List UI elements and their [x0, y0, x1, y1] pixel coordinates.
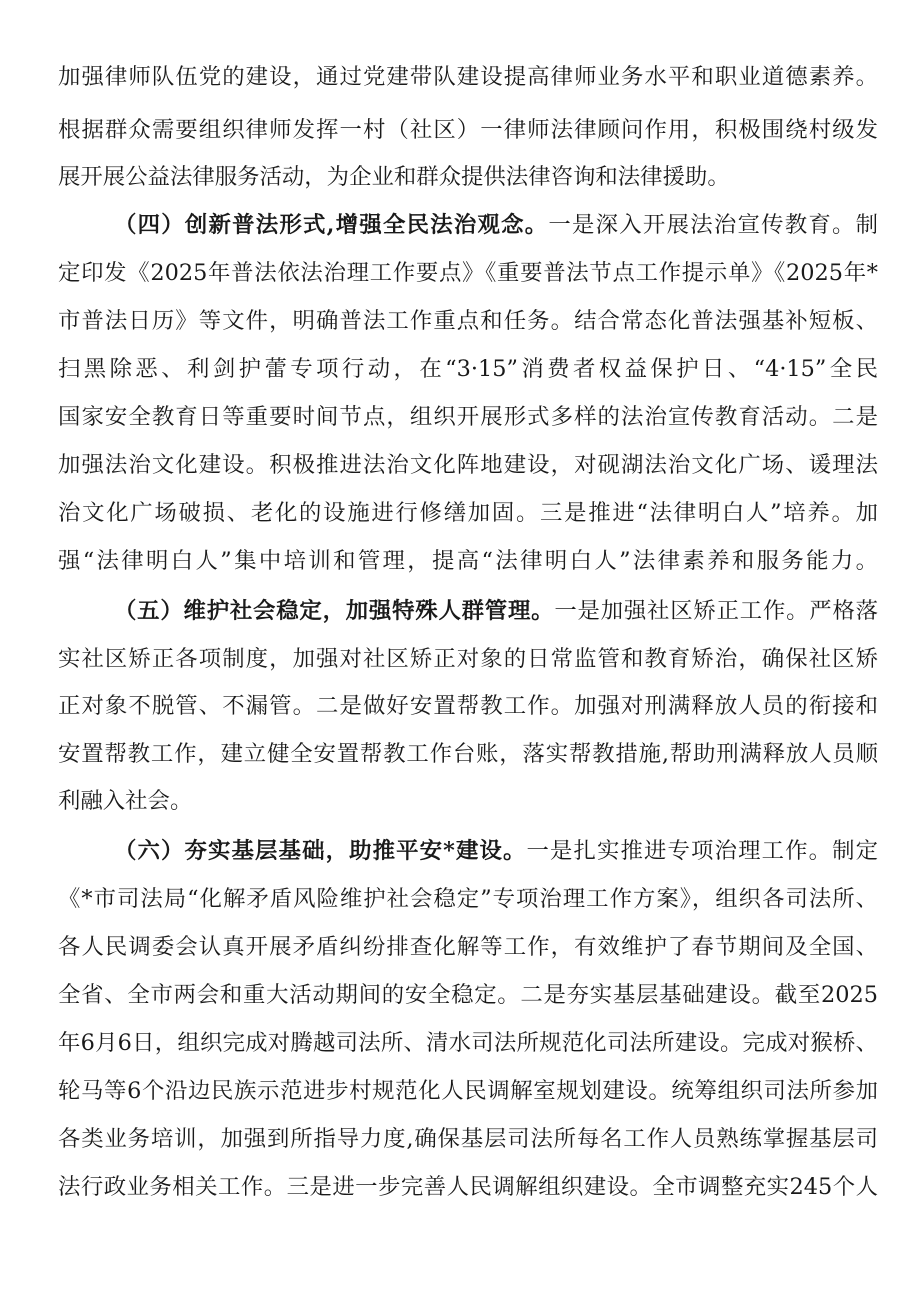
paragraph-line: 市普法日历》等文件，明确普法工作重点和任务。结合常态化普法强基补短板、: [58, 308, 878, 334]
paragraph-line: 加强律师队伍党的建设，通过党建带队建设提高律师业务水平和职业道德素养。: [58, 64, 878, 90]
paragraph-text: 一是深入开展法治宣传教育。制: [548, 212, 879, 238]
paragraph-line: 定印发《2025年普法依法治理工作要点》《重要普法节点工作提示单》《2025年*: [58, 260, 878, 286]
paragraph-line: 治文化广场破损、老化的设施进行修缮加固。三是推进“法律明白人”培养。加: [58, 500, 878, 526]
paragraph-line: 各人民调委会认真开展矛盾纠纷排查化解等工作，有效维护了春节期间及全国、: [58, 934, 878, 960]
paragraph-line: 年6月6日，组织完成对腾越司法所、清水司法所规范化司法所建设。完成对猴桥、: [58, 1030, 878, 1056]
paragraph-first-line: [114, 210, 878, 240]
paragraph-first-line: [114, 596, 878, 626]
paragraph-line: 全省、全市两会和重大活动期间的安全稳定。二是夯实基层基础建设。截至2025: [58, 982, 878, 1008]
paragraph-line: 轮马等6个沿边民族示范进步村规范化人民调解室规划建设。统筹组织司法所参加: [58, 1078, 878, 1104]
paragraph-line: 根据群众需要组织律师发挥一村（社区）一律师法律顾问作用，积极围绕村级发: [58, 117, 878, 143]
paragraph-line: 实社区矫正各项制度，加强对社区矫正对象的日常监管和教育矫治，确保社区矫: [58, 646, 878, 672]
paragraph-line: 强“法律明白人”集中培训和管理，提高“法律明白人”法律素养和服务能力。: [58, 548, 878, 574]
paragraph-line: 安置帮教工作，建立健全安置帮教工作台账，落实帮教措施,帮助刑满释放人员顺: [58, 741, 878, 767]
section-heading-6: （六）夯实基层基础，助推平安*建设。: [114, 838, 527, 864]
paragraph-line: 正对象不脱管、不漏管。二是做好安置帮教工作。加强对刑满释放人员的衔接和: [58, 693, 878, 719]
paragraph-line: 国家安全教育日等重要时间节点，组织开展形式多样的法治宣传教育活动。二是: [58, 404, 878, 430]
paragraph-line: 《*市司法局“化解矛盾风险维护社会稳定”专项治理工作方案》，组织各司法所、: [58, 886, 878, 912]
paragraph-line: 法行政业务相关工作。三是进一步完善人民调解组织建设。全市调整充实245个人: [58, 1174, 878, 1200]
paragraph-line: 扫黑除恶、利剑护蕾专项行动，在“3·15”消费者权益保护日、“4·15”全民: [58, 356, 878, 382]
section-heading-4: （四）创新普法形式,增强全民法治观念。: [114, 212, 549, 238]
paragraph-text: 一是扎实推进专项治理工作。制定: [526, 838, 878, 864]
paragraph-line: 加强法治文化建设。积极推进法治文化阵地建设，对砚湖法治文化广场、谖理法: [58, 452, 878, 478]
paragraph-line: 展开展公益法律服务活动，为企业和群众提供法律咨询和法律援助。: [58, 164, 730, 190]
paragraph-text: 一是加强社区矫正工作。严格落: [554, 598, 879, 624]
section-heading-5: （五）维护社会稳定，加强特殊人群管理。: [114, 598, 555, 624]
paragraph-first-line: [114, 836, 878, 866]
paragraph-line: 各类业务培训，加强到所指导力度,确保基层司法所每名工作人员熟练掌握基层司: [58, 1126, 878, 1152]
paragraph-line: 利融入社会。: [58, 788, 193, 814]
